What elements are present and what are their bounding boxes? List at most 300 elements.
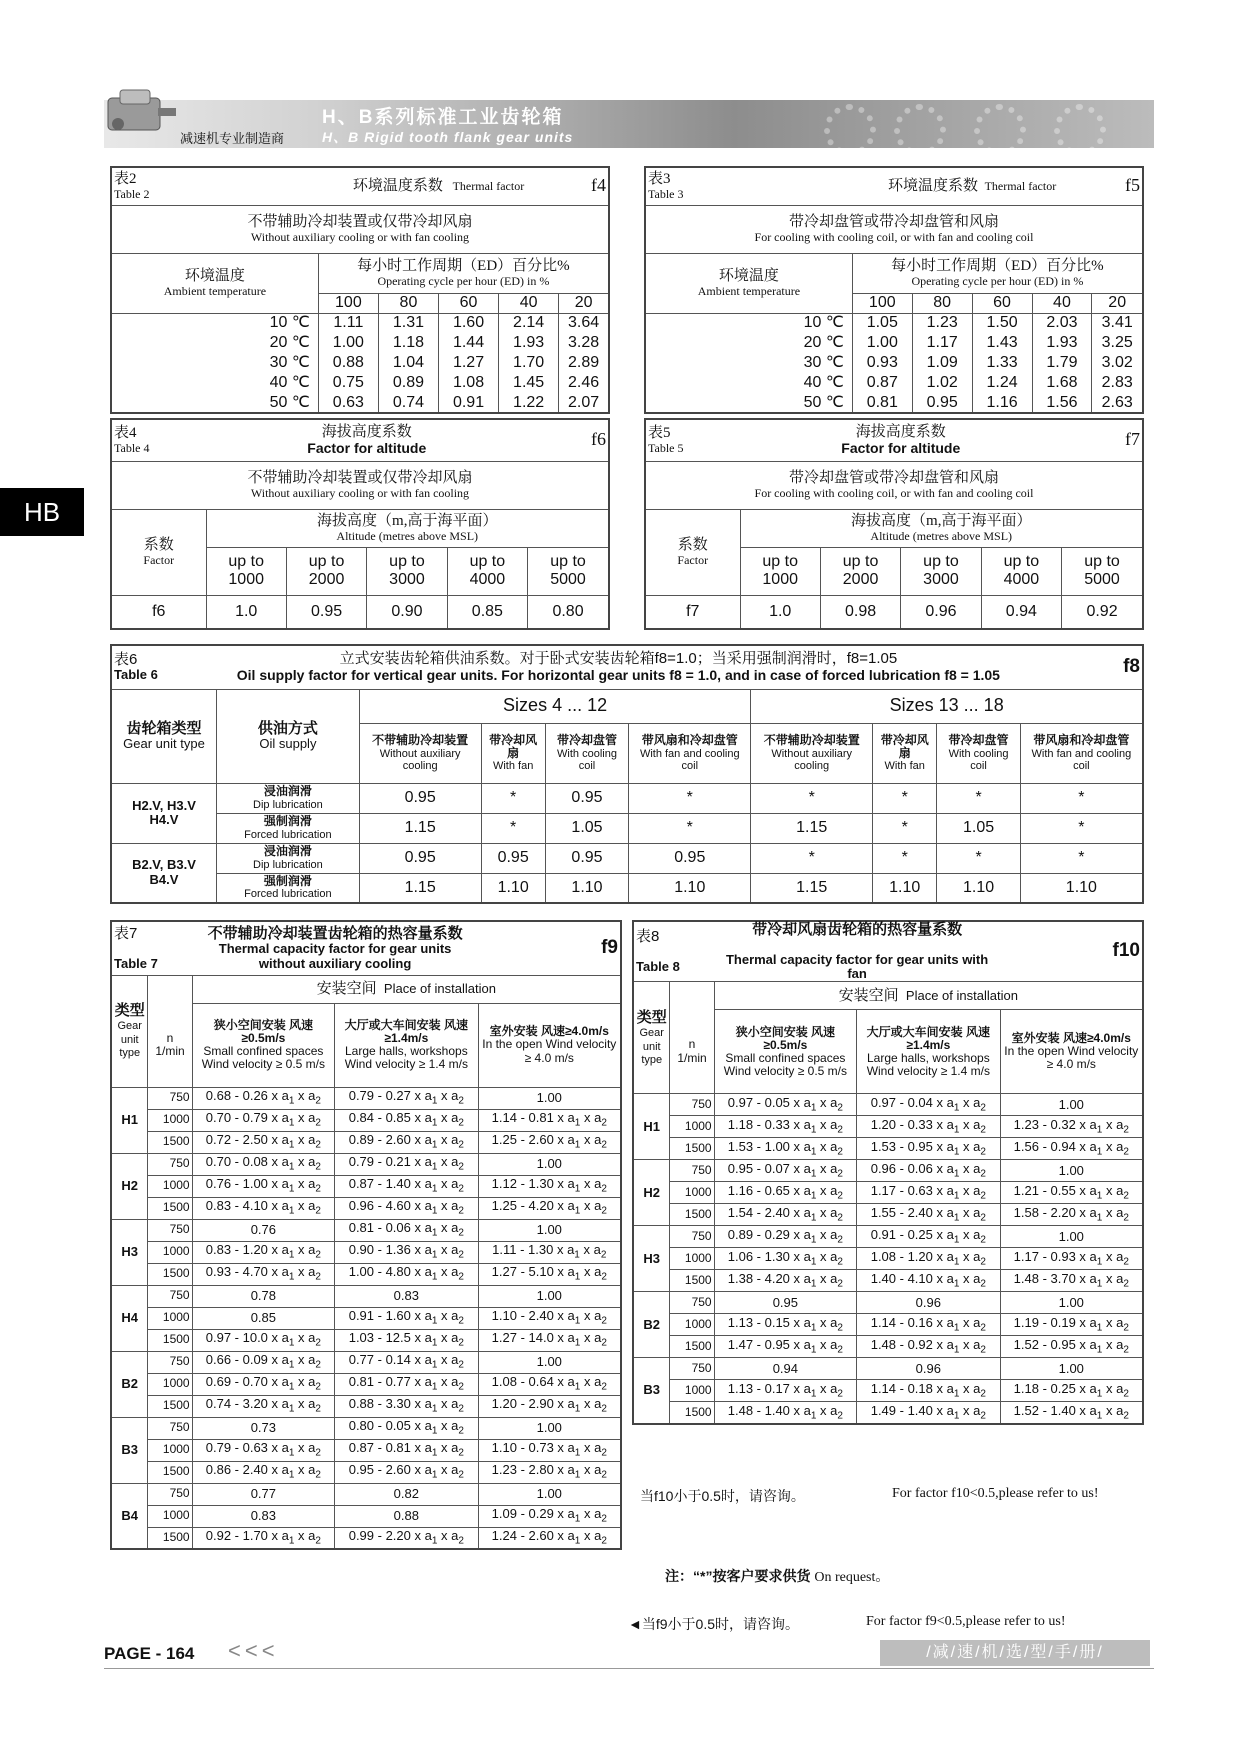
value-cell: 0.95 <box>912 393 972 413</box>
value-cell: 1.10 <box>873 873 937 903</box>
formula-cell: 1.00 <box>478 1087 621 1109</box>
formula-cell: 1.19 - 0.19 x $a_1$ x $a_2$ <box>1000 1314 1143 1336</box>
formula-cell: 0.97 - 10.0 x $a_1$ x $a_2$ <box>192 1329 335 1351</box>
formula-cell: 0.83 <box>335 1285 478 1307</box>
formula-cell: 1.10 - 0.73 x $a_1$ x $a_2$ <box>478 1439 621 1461</box>
upto-label: up to <box>923 553 959 571</box>
value-cell: 0.95 <box>359 783 481 813</box>
value-cell: 1.93 <box>1032 333 1092 353</box>
gear-type-cell: B2 <box>111 1351 148 1417</box>
value-cell: 1.79 <box>1032 353 1092 373</box>
page-number: PAGE - 164 <box>104 1644 195 1663</box>
speed-cell: 1500 <box>148 1329 192 1351</box>
place-col-en: Small confined spaces Wind velocity ≥ 0.5 m/s <box>723 1050 848 1079</box>
speed-cell: 750 <box>670 1160 714 1182</box>
speed-cell: 1500 <box>670 1402 714 1424</box>
table-3-thermal-factor <box>644 166 1144 414</box>
lube-cn: 浸油润滑 <box>263 784 312 799</box>
formula-cell: 1.00 <box>478 1285 621 1307</box>
factor-label: f4 <box>559 167 609 205</box>
formula-cell: 0.80 - 0.05 x $a_1$ x $a_2$ <box>335 1417 478 1439</box>
value-cell: * <box>873 783 937 813</box>
col-head-cn: 带冷却盘管 <box>556 733 617 748</box>
place-en: Place of installation <box>905 987 1018 1003</box>
ed-label-cn: 每小时工作周期（ED）百分比% <box>357 257 570 274</box>
formula-cell: 0.95 - 2.60 x $a_1$ x $a_2$ <box>335 1461 478 1483</box>
value-cell: 2.14 <box>499 313 559 333</box>
upto-label: up to <box>308 553 345 571</box>
table-num-cn: 表8 <box>636 928 660 946</box>
table-7-thermal-capacity-no-cooling <box>110 920 622 1550</box>
table-row <box>111 1263 621 1285</box>
formula-cell: 1.54 - 2.40 x $a_1$ x $a_2$ <box>714 1204 857 1226</box>
formula-cell: 0.77 <box>192 1483 335 1505</box>
value-cell: 1.0 <box>740 595 820 629</box>
speed-cell: 1000 <box>148 1373 192 1395</box>
formula-cell: 1.21 - 0.55 x $a_1$ x $a_2$ <box>1000 1182 1143 1204</box>
formula-cell: 0.70 - 0.79 x $a_1$ x $a_2$ <box>192 1109 335 1131</box>
lube-en: Forced lubrication <box>244 828 332 841</box>
table-title-en: Factor for altitude <box>307 439 427 456</box>
value-cell: 1.23 <box>912 313 972 333</box>
value-cell: * <box>751 783 873 813</box>
subtitle-en: Without auxiliary cooling or with fan cooling <box>250 230 470 245</box>
speed-cell: 1500 <box>148 1527 192 1549</box>
formula-cell: 0.87 - 1.40 x $a_1$ x $a_2$ <box>335 1175 478 1197</box>
table-8-thermal-capacity-with-fan <box>632 920 1144 1425</box>
lube-en: Dip lubrication <box>253 858 323 871</box>
formula-cell: 0.83 - 4.10 x $a_1$ x $a_2$ <box>192 1197 335 1219</box>
value-cell: 0.91 <box>438 393 498 413</box>
table-row <box>111 1527 621 1549</box>
table-num-en: Table 6 <box>114 667 158 683</box>
ed-col: 20 <box>1092 293 1143 313</box>
value-cell: 0.88 <box>318 353 378 373</box>
formula-cell: 1.14 - 0.18 x $a_1$ x $a_2$ <box>857 1380 1000 1402</box>
table-num-en: Table 4 <box>114 441 150 456</box>
formula-cell: 0.88 <box>335 1505 478 1527</box>
temp-label: 40 ℃ <box>111 373 318 393</box>
coef-label-en: Factor <box>677 553 709 568</box>
formula-cell: 1.03 - 12.5 x $a_1$ x $a_2$ <box>335 1329 478 1351</box>
speed-cell: 1000 <box>148 1241 192 1263</box>
table-row <box>633 1358 1143 1380</box>
value-cell: 0.75 <box>318 373 378 393</box>
table-row <box>111 1109 621 1131</box>
formula-cell: 0.94 <box>714 1358 857 1380</box>
formula-cell: 0.89 - 2.60 x $a_1$ x $a_2$ <box>335 1131 478 1153</box>
formula-cell: 1.09 - 0.29 x $a_1$ x $a_2$ <box>478 1505 621 1527</box>
table-title-cn: 海拔高度系数 <box>855 424 946 441</box>
subtitle-cn: 不带辅助冷却装置或仅带冷却风扇 <box>247 213 473 230</box>
formula-cell: 1.58 - 2.20 x $a_1$ x $a_2$ <box>1000 1204 1143 1226</box>
table-title-en: Factor for altitude <box>841 439 961 456</box>
speed-cell: 1000 <box>148 1307 192 1329</box>
height-value: 5000 <box>550 571 586 588</box>
formula-cell: 1.48 - 1.40 x $a_1$ x $a_2$ <box>714 1402 857 1424</box>
formula-cell: 1.27 - 5.10 x $a_1$ x $a_2$ <box>478 1263 621 1285</box>
formula-cell: 1.00 <box>478 1351 621 1373</box>
upto-label: up to <box>1003 553 1040 571</box>
value-cell: 0.96 <box>901 595 981 629</box>
value-cell: 0.81 <box>852 393 912 413</box>
value-cell: 1.18 <box>378 333 438 353</box>
formula-cell: 1.48 - 0.92 x $a_1$ x $a_2$ <box>857 1336 1000 1358</box>
formula-cell: 0.83 - 1.20 x $a_1$ x $a_2$ <box>192 1241 335 1263</box>
subtitle-en: For cooling with cooling coil, or with fan and cooling coil <box>754 486 1034 501</box>
value-cell: 1.60 <box>438 313 498 333</box>
formula-cell: 1.55 - 2.40 x $a_1$ x $a_2$ <box>857 1204 1000 1226</box>
speed-cell: 750 <box>148 1351 192 1373</box>
formula-cell: 1.49 - 1.40 x $a_1$ x $a_2$ <box>857 1402 1000 1424</box>
value-cell: 1.15 <box>751 873 873 903</box>
formula-cell: 0.91 - 0.25 x $a_1$ x $a_2$ <box>857 1226 1000 1248</box>
value-cell: * <box>873 843 937 873</box>
table-title-en: Thermal factor <box>984 179 1057 193</box>
table-title-cn: 不带辅助冷却装置齿轮箱的热容量系数 <box>207 924 463 942</box>
factor-label: f10 <box>1000 921 1143 982</box>
formula-cell: 1.00 <box>1000 1160 1143 1182</box>
height-value: 2000 <box>308 571 345 588</box>
ed-col: 60 <box>438 293 498 313</box>
table-row <box>633 1226 1143 1248</box>
table-row <box>111 1087 621 1109</box>
formula-cell: 0.89 - 0.29 x $a_1$ x $a_2$ <box>714 1226 857 1248</box>
ed-col: 40 <box>499 293 559 313</box>
value-cell: 0.93 <box>852 353 912 373</box>
value-cell: * <box>937 843 1020 873</box>
col-head-cn: 带冷却风扇 <box>880 732 929 760</box>
temp-label: 20 ℃ <box>111 333 318 353</box>
speed-cell: 750 <box>670 1094 714 1116</box>
lube-cn: 强制润滑 <box>263 814 312 829</box>
formula-cell: 1.48 - 3.70 x $a_1$ x $a_2$ <box>1000 1270 1143 1292</box>
table-num-en: Table 3 <box>648 187 684 202</box>
speed-cell: 1500 <box>148 1263 192 1285</box>
value-cell: 0.63 <box>318 393 378 413</box>
formula-cell: 1.00 <box>1000 1292 1143 1314</box>
value-cell: 0.95 <box>629 843 751 873</box>
table-num-en: Table 5 <box>648 441 684 456</box>
ed-label-en: Operating cycle per hour (ED) in % <box>377 274 550 289</box>
formula-cell: 1.23 - 2.80 x $a_1$ x $a_2$ <box>478 1461 621 1483</box>
formula-cell: 1.06 - 1.30 x $a_1$ x $a_2$ <box>714 1248 857 1270</box>
value-cell: 3.25 <box>1092 333 1143 353</box>
value-cell: * <box>873 813 937 843</box>
value-cell: 1.10 <box>937 873 1020 903</box>
gear-type-cn: 齿轮箱类型 <box>126 719 202 737</box>
formula-cell: 1.52 - 0.95 x $a_1$ x $a_2$ <box>1000 1336 1143 1358</box>
coef-label-en: Factor <box>143 553 175 568</box>
table-title-cn: 带冷却风扇齿轮箱的热容量系数 <box>752 921 963 938</box>
col-head-cn: 带风扇和冷却盘管 <box>1033 733 1130 748</box>
table-title-cn: 立式安装齿轮箱供油系数。对于卧式安装齿轮箱f8=1.0；当采用强制润滑时，f8=1.05 <box>339 650 898 668</box>
upto-label: up to <box>228 553 264 571</box>
gear-type-cell: B4 <box>111 1483 148 1549</box>
formula-cell: 0.81 - 0.06 x $a_1$ x $a_2$ <box>335 1219 478 1241</box>
table-2-thermal-factor <box>110 166 610 414</box>
speed-cell: 1000 <box>148 1505 192 1527</box>
place-col-cn: 室外安装 风速≥4.0m/s <box>489 1024 609 1039</box>
formula-cell: 1.16 - 0.65 x $a_1$ x $a_2$ <box>714 1182 857 1204</box>
gear-type-cell: H3 <box>111 1219 148 1285</box>
value-cell: 1.05 <box>545 813 628 843</box>
formula-cell: 0.82 <box>335 1483 478 1505</box>
ed-col: 80 <box>378 293 438 313</box>
formula-cell: 1.52 - 1.40 x $a_1$ x $a_2$ <box>1000 1402 1143 1424</box>
upto-label: up to <box>469 553 506 571</box>
value-cell: 0.89 <box>378 373 438 393</box>
speed-cell: 1500 <box>670 1204 714 1226</box>
speed-cell: 750 <box>148 1087 192 1109</box>
formula-cell: 1.17 - 0.93 x $a_1$ x $a_2$ <box>1000 1248 1143 1270</box>
temp-label: 50 ℃ <box>645 393 852 413</box>
handbook-label: /减/速/机/选/型/手/册/ <box>880 1640 1150 1666</box>
ambient-label-cn: 环境温度 <box>718 267 779 284</box>
value-cell: 1.05 <box>937 813 1020 843</box>
formula-cell: 1.56 - 0.94 x $a_1$ x $a_2$ <box>1000 1138 1143 1160</box>
formula-cell: 1.12 - 1.30 x $a_1$ x $a_2$ <box>478 1175 621 1197</box>
speed-cell: 1000 <box>670 1116 714 1138</box>
type-en: Gear unit type <box>117 1020 142 1059</box>
value-cell: 2.89 <box>559 353 609 373</box>
ambient-label-en: Ambient temperature <box>163 284 267 299</box>
gear-type-cell: H1 <box>111 1087 148 1153</box>
formula-cell: 0.97 - 0.04 x $a_1$ x $a_2$ <box>857 1094 1000 1116</box>
series-title-cn: H、B系列标准工业齿轮箱 <box>322 107 564 128</box>
height-value: 1000 <box>228 571 264 588</box>
sizes-4-12: Sizes 4 ... 12 <box>359 689 751 723</box>
value-cell: 1.22 <box>499 393 559 413</box>
value-cell: 1.33 <box>972 353 1032 373</box>
place-col-cn: 大厅或大车间安装 风速≥1.4m/s <box>866 1024 990 1052</box>
table-num-cn: 表2 <box>114 170 137 187</box>
formula-cell: 0.92 - 1.70 x $a_1$ x $a_2$ <box>192 1527 335 1549</box>
gearbox-logo <box>100 84 180 140</box>
value-cell: 0.95 <box>481 843 545 873</box>
value-cell: 1.45 <box>499 373 559 393</box>
table-row <box>633 1094 1143 1116</box>
table-row <box>111 1241 621 1263</box>
height-value: 4000 <box>469 571 506 588</box>
formula-cell: 0.93 - 4.70 x $a_1$ x $a_2$ <box>192 1263 335 1285</box>
temp-label: 20 ℃ <box>645 333 852 353</box>
table-row <box>633 1402 1143 1424</box>
place-col-en: Large halls, workshops Wind velocity ≥ 1.4 m/s <box>866 1050 990 1079</box>
formula-cell: 1.25 - 4.20 x $a_1$ x $a_2$ <box>478 1197 621 1219</box>
footer-divider <box>104 1668 1154 1669</box>
row-label: f6 <box>111 595 206 629</box>
table-row <box>111 1373 621 1395</box>
value-cell: 2.63 <box>1092 393 1143 413</box>
value-cell: 1.09 <box>912 353 972 373</box>
formula-cell: 0.84 - 0.85 x $a_1$ x $a_2$ <box>335 1109 478 1131</box>
value-cell: 1.10 <box>1020 873 1143 903</box>
value-cell: 1.50 <box>972 313 1032 333</box>
col-head-cn: 不带辅助冷却装置 <box>763 733 860 748</box>
lube-en: Forced lubrication <box>244 888 332 901</box>
place-col-cn: 狭小空间安装 风速≥0.5m/s <box>735 1024 836 1052</box>
table-title-en: Thermal capacity factor for gear units with fan <box>725 951 989 982</box>
table-row <box>633 1336 1143 1358</box>
formula-cell: 1.18 - 0.33 x $a_1$ x $a_2$ <box>714 1116 857 1138</box>
table-row <box>111 1329 621 1351</box>
value-cell: 0.92 <box>1062 595 1143 629</box>
lube-cn: 浸油润滑 <box>263 844 312 859</box>
gear-type-cell: H4 <box>111 1285 148 1351</box>
value-cell: 2.46 <box>559 373 609 393</box>
table-title-cn: 环境温度系数 <box>352 178 443 194</box>
value-cell: 0.95 <box>545 843 628 873</box>
value-cell: * <box>937 783 1020 813</box>
formula-cell: 1.20 - 2.90 x $a_1$ x $a_2$ <box>478 1395 621 1417</box>
series-title-en: H、B Rigid tooth flank gear units <box>322 129 574 145</box>
coef-label-cn: 系数 <box>143 536 174 553</box>
temp-label: 10 ℃ <box>645 313 852 333</box>
formula-cell: 1.14 - 0.16 x $a_1$ x $a_2$ <box>857 1314 1000 1336</box>
value-cell: 1.93 <box>499 333 559 353</box>
value-cell: 3.28 <box>559 333 609 353</box>
ed-label-cn: 每小时工作周期（ED）百分比% <box>891 257 1104 274</box>
table-row <box>111 1131 621 1153</box>
upto-label: up to <box>762 553 798 571</box>
place-col-en: In the open Wind velocity ≥ 4.0 m/s <box>482 1037 617 1065</box>
ambient-label-en: Ambient temperature <box>697 284 801 299</box>
height-value: 3000 <box>389 571 425 588</box>
place-col-cn: 大厅或大车间安装 风速≥1.4m/s <box>344 1017 468 1045</box>
col-head-cn: 带风扇和冷却盘管 <box>641 733 738 748</box>
value-cell: 1.43 <box>972 333 1032 353</box>
formula-cell: 1.53 - 1.00 x $a_1$ x $a_2$ <box>714 1138 857 1160</box>
arrows-decoration: <<< <box>228 1638 279 1663</box>
altitude-label-en: Altitude (metres above MSL) <box>870 529 1013 544</box>
value-cell: 1.68 <box>1032 373 1092 393</box>
subtitle-cn: 带冷却盘管或带冷却盘管和风扇 <box>788 469 999 486</box>
n-label: n 1/min <box>670 1010 714 1094</box>
value-cell: * <box>751 843 873 873</box>
subtitle-cn: 带冷却盘管或带冷却盘管和风扇 <box>788 213 999 230</box>
formula-cell: 1.00 <box>478 1219 621 1241</box>
formula-cell: 1.47 - 0.95 x $a_1$ x $a_2$ <box>714 1336 857 1358</box>
table-num-cn: 表7 <box>114 924 138 942</box>
formula-cell: 1.00 <box>478 1483 621 1505</box>
col-head-en: Without auxiliary cooling <box>379 747 461 772</box>
maker-label: 减速机专业制造商 <box>180 131 285 146</box>
formula-cell: 0.70 - 0.08 x $a_1$ x $a_2$ <box>192 1153 335 1175</box>
formula-cell: 0.81 - 0.77 x $a_1$ x $a_2$ <box>335 1373 478 1395</box>
upto-label: up to <box>1084 553 1120 571</box>
formula-cell: 0.95 - 0.07 x $a_1$ x $a_2$ <box>714 1160 857 1182</box>
table-row <box>633 1292 1143 1314</box>
value-cell: 1.56 <box>1032 393 1092 413</box>
value-cell: 1.00 <box>318 333 378 353</box>
temp-label: 50 ℃ <box>111 393 318 413</box>
col-head-en: With fan <box>884 760 925 773</box>
subtitle-cn: 不带辅助冷却装置或仅带冷却风扇 <box>247 469 473 486</box>
value-cell: 3.41 <box>1092 313 1143 333</box>
value-cell: 1.24 <box>972 373 1032 393</box>
table-row <box>633 1248 1143 1270</box>
value-cell: 1.02 <box>912 373 972 393</box>
table-num-en: Table 2 <box>114 187 150 202</box>
speed-cell: 1500 <box>670 1336 714 1358</box>
formula-cell: 1.40 - 4.10 x $a_1$ x $a_2$ <box>857 1270 1000 1292</box>
value-cell: * <box>481 813 545 843</box>
note-f9-cn: ◄当f9小于0.5时，请咨询。 <box>628 1616 799 1632</box>
table-title-en: Thermal capacity factor for gear units without auxiliary cooling <box>218 941 452 971</box>
col-head-en: With fan and cooling coil <box>639 747 740 772</box>
oil-supply-cn: 供油方式 <box>257 719 318 737</box>
table-5-altitude-factor <box>644 418 1144 630</box>
formula-cell: 1.23 - 0.32 x $a_1$ x $a_2$ <box>1000 1116 1143 1138</box>
value-cell: 2.07 <box>559 393 609 413</box>
formula-cell: 1.08 - 1.20 x $a_1$ x $a_2$ <box>857 1248 1000 1270</box>
table-num-cn: 表4 <box>114 424 137 441</box>
formula-cell: 0.74 - 3.20 x $a_1$ x $a_2$ <box>192 1395 335 1417</box>
table-row <box>111 1351 621 1373</box>
formula-cell: 1.25 - 2.60 x $a_1$ x $a_2$ <box>478 1131 621 1153</box>
formula-cell: 0.96 <box>857 1358 1000 1380</box>
table-row <box>111 1417 621 1439</box>
speed-cell: 750 <box>670 1292 714 1314</box>
note-star-en: On request。 <box>814 1570 890 1585</box>
table-row <box>111 1285 621 1307</box>
formula-cell: 0.88 - 3.30 x $a_1$ x $a_2$ <box>335 1395 478 1417</box>
gear-type-cell: H2 <box>633 1160 670 1226</box>
speed-cell: 750 <box>148 1417 192 1439</box>
place-cn: 安装空间 <box>838 986 899 1004</box>
gear-type-cell: H2.V, H3.V H4.V <box>111 783 217 843</box>
col-head-cn: 带冷却盘管 <box>948 733 1009 748</box>
ed-col: 100 <box>318 293 378 313</box>
upto-label: up to <box>842 553 879 571</box>
formula-cell: 1.08 - 0.64 x $a_1$ x $a_2$ <box>478 1373 621 1395</box>
formula-cell: 1.10 - 2.40 x $a_1$ x $a_2$ <box>478 1307 621 1329</box>
table-title-en: Oil supply factor for vertical gear units. For horizontal gear units f8 = 1.0, and in case of forced lubrication f8 = 1.05 <box>236 666 1000 683</box>
place-cn: 安装空间 <box>316 979 377 997</box>
table-row <box>633 1160 1143 1182</box>
table-row <box>111 1197 621 1219</box>
table-row <box>633 1270 1143 1292</box>
place-col-en: Large halls, workshops Wind velocity ≥ 1.4 m/s <box>344 1044 468 1072</box>
table-title-en: Thermal factor <box>452 179 525 193</box>
value-cell: 1.04 <box>378 353 438 373</box>
ed-col: 100 <box>852 293 912 313</box>
place-col-en: In the open Wind velocity ≥ 4.0 m/s <box>1004 1044 1139 1072</box>
gear-type-cell: B2 <box>633 1292 670 1358</box>
formula-cell: 0.96 <box>857 1292 1000 1314</box>
value-cell: * <box>629 813 751 843</box>
height-value: 2000 <box>842 571 879 588</box>
value-cell: 1.0 <box>206 595 286 629</box>
coef-label-cn: 系数 <box>677 536 708 553</box>
gear-decoration <box>824 104 876 156</box>
value-cell: 1.05 <box>852 313 912 333</box>
altitude-label-cn: 海拔高度（m,高于海平面） <box>851 512 1032 529</box>
temp-label: 30 ℃ <box>111 353 318 373</box>
value-cell: 0.80 <box>528 595 609 629</box>
speed-cell: 1000 <box>670 1314 714 1336</box>
gear-type-cell: H1 <box>633 1094 670 1160</box>
formula-cell: 0.76 - 1.00 x $a_1$ x $a_2$ <box>192 1175 335 1197</box>
type-en: Gear unit type <box>639 1027 664 1066</box>
type-cn: 类型 <box>636 1008 667 1026</box>
table-row <box>633 1116 1143 1138</box>
value-cell: 1.27 <box>438 353 498 373</box>
value-cell: 0.85 <box>447 595 527 629</box>
speed-cell: 1500 <box>148 1395 192 1417</box>
ed-label-en: Operating cycle per hour (ED) in % <box>911 274 1084 289</box>
